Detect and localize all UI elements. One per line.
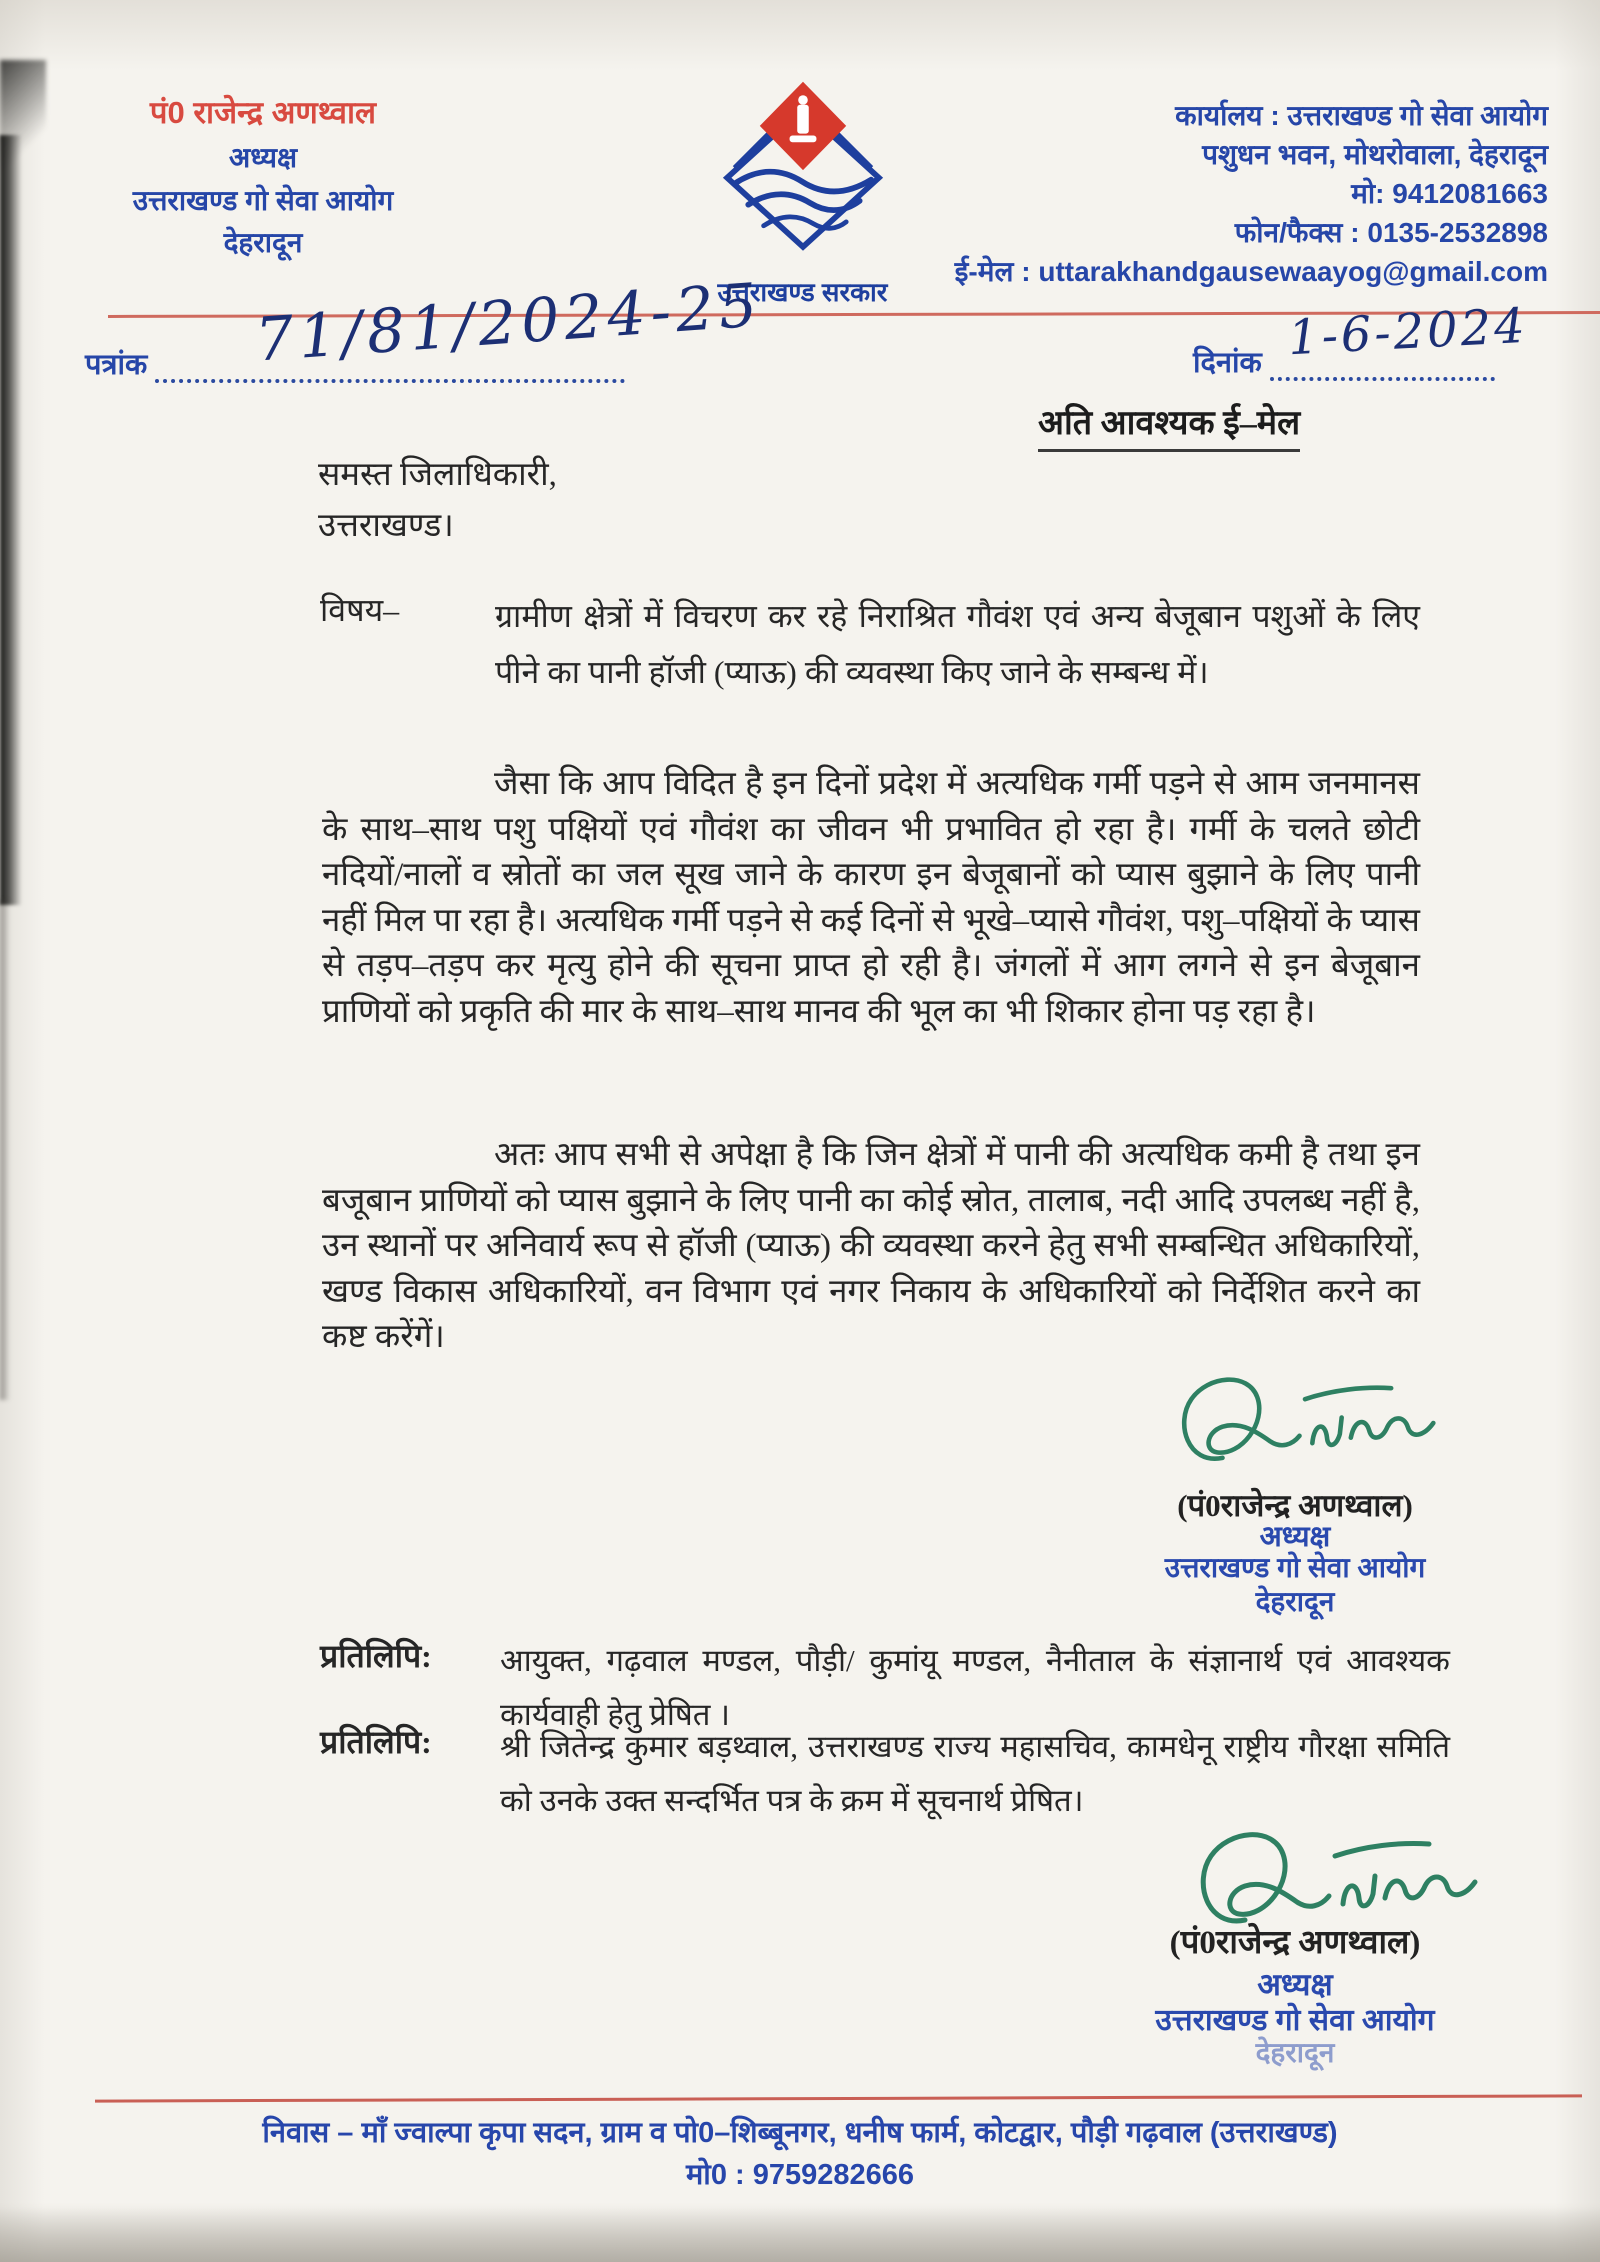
recipient-line1: समस्त जिलाधिकारी, <box>318 457 557 493</box>
signature2-org: उत्तराखण्ड गो सेवा आयोग <box>1155 2004 1435 2037</box>
subject-row <box>320 588 1420 700</box>
copy1-label: प्रतिलिपि: <box>320 1638 432 1674</box>
sender-name: पं0 राजेन्द्र अणथ्वाल <box>149 95 377 130</box>
sender-title: अध्यक्ष <box>228 141 298 173</box>
handwritten-signature-icon-1 <box>1160 1368 1450 1478</box>
scan-shadow-left-lower <box>0 900 10 1400</box>
office-line2: पशुधन भवन, मोथरोवाला, देहरादून <box>1202 139 1548 170</box>
signature2-title: अध्यक्ष <box>1257 1967 1333 2002</box>
letterhead-office-block <box>955 96 1548 291</box>
office-email: ई-मेल : uttarakhandgausewaayog@gmail.com <box>954 256 1548 287</box>
recipient-line2: उत्तराखण्ड। <box>318 508 454 544</box>
signature2-name: (पं0राजेन्द्र अणथ्वाल) <box>1169 1925 1421 1961</box>
date-label: दिनांक <box>1193 347 1262 379</box>
copy2-text: श्री जितेन्द्र कुमार बड़थ्वाल, उत्तराखण्ड राज्य महासचिव, कामधेनू राष्ट्रीय गौरक्षा समिति को उनके उक्त सन्दर्भित पत्र के क्रम में सूचनार्थ प्रेषित। <box>500 1729 1450 1818</box>
footer-mobile: मो0 : 9759282666 <box>685 2159 915 2191</box>
priority-note: अति आवश्यक ई–मेल <box>1038 398 1300 452</box>
letter-number-handwritten: 71/81/2024-25 <box>253 270 765 376</box>
scan-shadow-left-edge <box>0 135 22 905</box>
body-paragraph-1: जैसा कि आप विदित है इन दिनों प्रदेश में अत्यधिक गर्मी पड़ने से आम जनमानस के साथ–साथ पशु पक्षियों एवं गौवंश का जीवन भी प्रभावित हो रहा है। गर्मी के चलते छोटी नदियों/नालों व स्रोतों का जल सूख जाने के कारण इन बेजूबानों को प्यास बुझाने के लिए पानी नहीं मिल पा रहा है। अत्यधिक गर्मी पड़ने से कई दिनों से भूखे–प्यासे गौवंश, पशु–पक्षियों के प्यास से तड़प–तड़प कर मृत्यु होने की सूचना प्राप्त हो रही है। जंगलों में आग लगने से इन बेजूबान प्राणियों को प्रकृति की मार के साथ–साथ मानव की भूल का भी शिकार होना पड़ रहा है। <box>322 766 1420 1030</box>
recipient-block <box>318 450 557 552</box>
office-mobile: मो: 9412081663 <box>1351 178 1548 209</box>
letter-number-label: पत्रांक <box>85 349 148 381</box>
footer-block <box>0 2112 1600 2196</box>
subject-text: ग्रामीण क्षेत्रों में विचरण कर रहे निराश्रित गौवंश एवं अन्य बेजूबान पशुओं के लिए पीने का पानी हॉजी (प्याऊ) की व्यवस्था किए जाने के सम्बन्ध में। <box>495 598 1420 690</box>
copy2-label: प्रतिलिपि: <box>320 1724 432 1760</box>
body-paragraph-2: अतः आप सभी से अपेक्षा है कि जिन क्षेत्रों में पानी की अत्यधिक कमी है तथा इन बजूबान प्राणियों को प्यास बुझाने के लिए पानी का कोई स्रोत, तालाब, नदी आदि उपलब्ध नहीं है, उन स्थानों पर अनिवार्य रूप से हॉजी (प्याऊ) की व्यवस्था करने हेतु सभी सम्बन्धित अधिकारियों, खण्ड विकास अधिकारियों, वन विभाग एवं नगर निकाय के अधिकारियों को निर्देशित करने का कष्ट करेंगें। <box>322 1137 1420 1355</box>
signature1-city: देहरादून <box>1255 1586 1335 1617</box>
letterhead-sender-block <box>78 92 448 262</box>
office-line1: कार्यालय : उत्तराखण्ड गो सेवा आयोग <box>1175 100 1548 131</box>
signature1-org: उत्तराखण्ड गो सेवा आयोग <box>1164 1552 1426 1583</box>
sender-city: देहरादून <box>223 227 303 259</box>
signature1-name: (पं0राजेन्द्र अणथ्वाल) <box>1177 1488 1413 1523</box>
office-phone-fax: फोन/फैक्स : 0135-2532898 <box>1234 217 1548 248</box>
signature1-title: अध्यक्ष <box>1259 1521 1331 1553</box>
sender-org: उत्तराखण्ड गो सेवा आयोग <box>132 184 394 216</box>
subject-label: विषय– <box>320 592 400 628</box>
footer-residence: निवास – माँ ज्वाल्पा कृपा सदन, ग्राम व पो0–शिब्बूनगर, धनीष फार्म, कोटद्वार, पौड़ी गढ़वाल (उत्तराखण्ड) <box>262 2117 1338 2149</box>
footer-divider-rule <box>95 2094 1582 2102</box>
date-handwritten: 1-6-2024 <box>1286 297 1529 367</box>
copy1-text: आयुक्त, गढ़वाल मण्डल, पौड़ी/ कुमांयू मण्डल, नैनीताल के संज्ञानार्थ एवं आवश्यक कार्यवाही हेतु प्रेषित । <box>500 1643 1450 1732</box>
uttarakhand-emblem-icon <box>698 255 908 272</box>
scan-shadow-bottom <box>0 2207 1600 2262</box>
emblem-caption: उत्तराखण्ड सरकार <box>717 277 888 307</box>
signature2-city: देहरादून <box>1255 2037 1335 2068</box>
